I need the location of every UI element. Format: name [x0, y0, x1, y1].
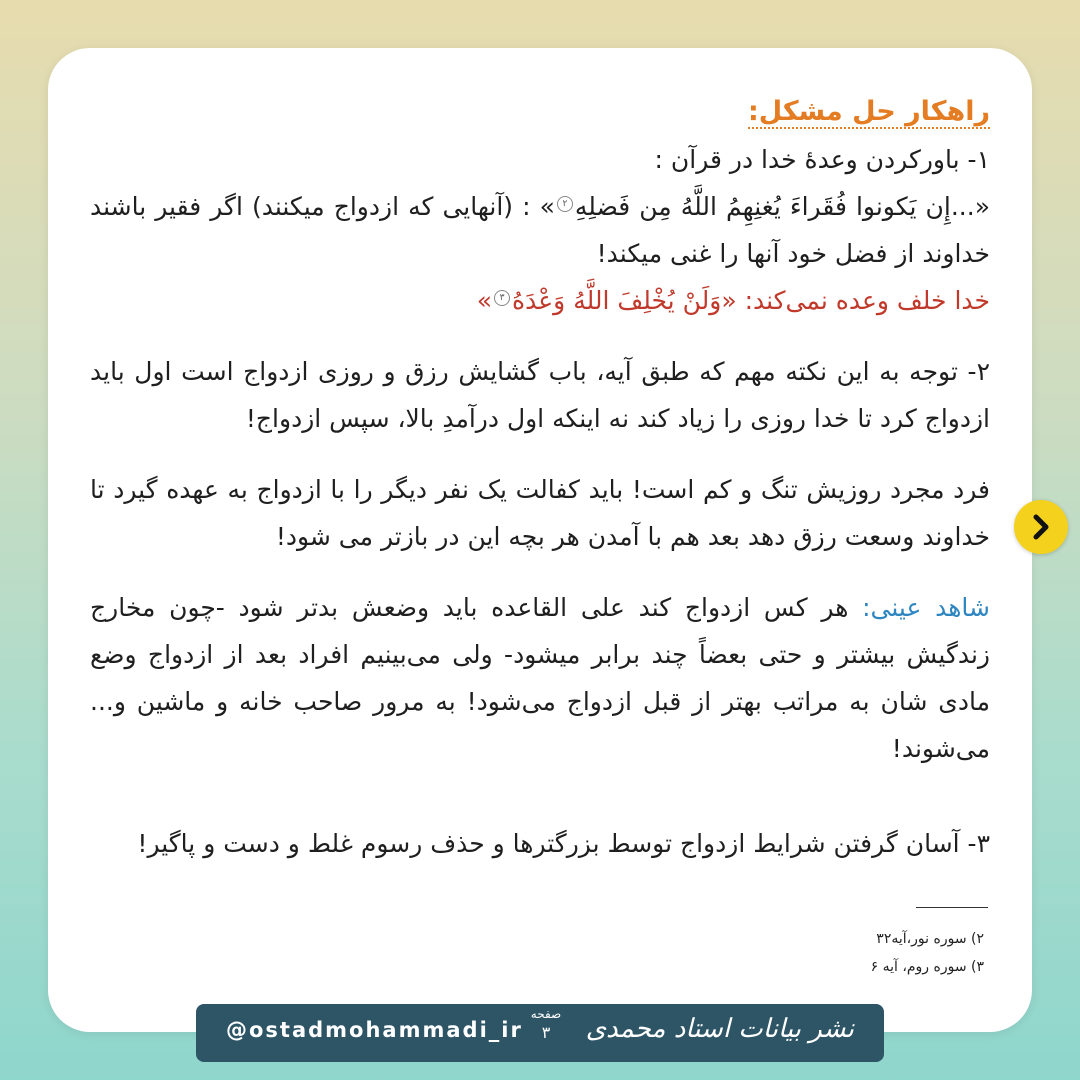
item-1-quote — [90, 183, 990, 277]
instagram-handle[interactable]: @ostadmohammadi_ir — [226, 1018, 523, 1042]
section-heading: راهکار حل مشکل: — [747, 96, 990, 127]
spacer — [90, 772, 990, 796]
witness-paragraph — [90, 584, 990, 772]
chevron-right-icon — [1028, 514, 1054, 540]
promise-close: » — [476, 286, 493, 315]
item-3: ۳- آسان گرفتن شرایط ازدواج توسط بزرگترها و حذف رسوم غلط و دست و پاگیر! — [137, 829, 990, 858]
paragraph-3: فرد مجرد روزیش تنگ و کم است! باید کفالت یک نفر دیگر را با ازدواج به عهده گیرد تا خداوند وسعت رزق دهد بعد هم با آمدن هر بچه این در بازتر می شود! — [90, 475, 990, 551]
footnote-3: ۳) سوره روم، آیه ۶ — [870, 959, 984, 975]
footnotes — [871, 925, 984, 981]
footnote-divider — [916, 907, 988, 908]
footer-bar — [196, 1004, 884, 1062]
witness-label: شاهد عینی: — [862, 593, 990, 622]
footnote-marker-2: ۲ — [557, 196, 573, 212]
next-page-button[interactable] — [1014, 500, 1068, 554]
item-1-title: ۱- باورکردن وعدۀ خدا در قرآن : — [654, 145, 990, 174]
quran-open: «... — [950, 192, 990, 221]
spacer — [90, 560, 990, 584]
promise-open: « — [721, 286, 745, 315]
promise-verse: وَلَنْ يُخْلِفَ اللَّهُ وَعْدَهُ — [512, 286, 722, 315]
article-body — [90, 90, 990, 867]
verse-translation: » : (آنهایی که ازدواج میکنند) اگر فقیر باشند خداوند از فضل خود آنها را غنی میکند! — [90, 192, 990, 268]
spacer — [90, 442, 990, 466]
promise-line — [90, 277, 990, 324]
spacer — [90, 324, 990, 348]
witness-text: هر کس ازدواج کند علی القاعده باید وضعش بدتر شود -چون مخارج زندگیش بیشتر و حتی بعضاً چند برابر میشود- ولی می‌بینیم افراد بعد از ازدواج وضع مادی شان به مراتب بهتر از قبل ازدواج می‌شود! به مرور صاحب خانه و ماشین و... می‌شوند! — [90, 593, 990, 763]
quran-verse: إِن يَكونوا فُقَراءَ يُغنِهِمُ اللَّهُ مِن فَضلِهِ — [574, 192, 951, 221]
footnote-2: ۲) سوره نور،آیه۳۲ — [876, 931, 984, 947]
footnote-marker-3: ۳ — [494, 290, 510, 306]
promise-label: خدا خلف وعده نمی‌کند: — [744, 286, 990, 315]
spacer — [90, 796, 990, 820]
item-2: ۲- توجه به این نکته مهم که طبق آیه، باب گشایش رزق و روزی ازدواج است اول باید ازدواج کرد تا خدا روزی را زیاد کند نه اینکه اول درآمدِ بالا، سپس ازدواج! — [90, 357, 990, 433]
brand-logo: نشر بیانات استاد محمدی — [585, 1014, 854, 1044]
page-number: ۳ — [541, 1023, 551, 1042]
page-indicator — [526, 1006, 566, 1044]
page-label: صفحه — [530, 1007, 562, 1021]
